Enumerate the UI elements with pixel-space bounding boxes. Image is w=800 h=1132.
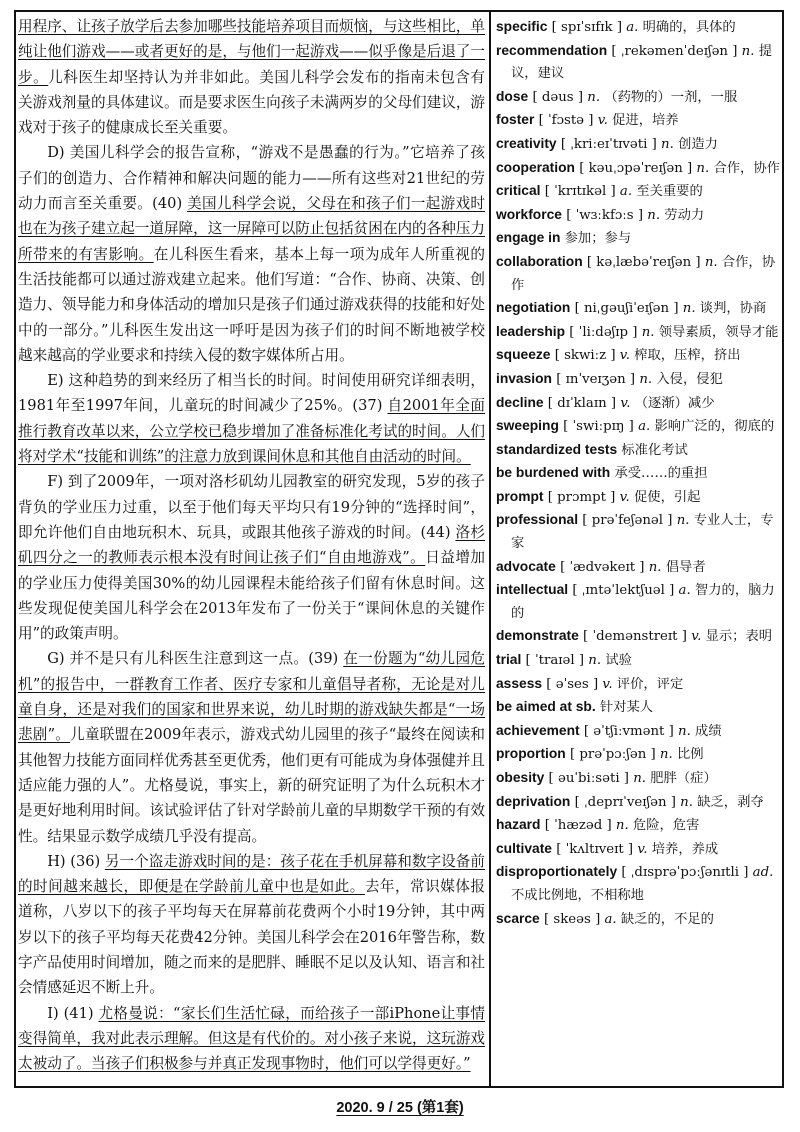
vocab-part-of-speech: v. — [691, 629, 702, 645]
vocab-entry — [496, 40, 780, 86]
vocab-phonetic: [ ˈfɔstə ] — [538, 113, 594, 129]
vocab-phonetic: [ spɪˈsɪfɪk ] — [551, 20, 623, 35]
vocab-entry — [496, 439, 780, 463]
vocab-phonetic: [ ˈkrɪtɪkəl ] — [544, 184, 616, 200]
vocab-entry — [496, 180, 780, 204]
passage-text: 儿科医生却坚持认为并非如此。美国儿科学会发布的指南未包含有关游戏剂量的具体建议。而是要求医生向孩子未满两岁的父母们建议，游戏对于孩子的健康成长至关重要。 — [18, 68, 485, 137]
vocab-part-of-speech: v. — [619, 348, 630, 364]
passage-paragraph — [18, 1001, 485, 1077]
passage-paragraph — [18, 140, 485, 368]
passage-text: I) (41) — [47, 1004, 99, 1022]
vocab-entry — [496, 392, 780, 416]
vocab-part-of-speech: n. — [615, 818, 629, 834]
vocab-definition: 劳动力 — [664, 207, 705, 223]
vocab-word: cultivate — [496, 840, 552, 856]
vocab-definition: 培养，养成 — [651, 841, 719, 857]
passage-text: H) (36) — [47, 852, 105, 870]
vocab-phonetic: [ ˈdemənstreɪt ] — [583, 629, 687, 645]
vocab-definition: 至关重要的 — [636, 184, 703, 200]
underlined-answer-sentence: 尤格曼说：“家长们生活忙碌，而给孩子一部iPhone让事情变得简单，我对此表示理解。但这是有代价的。对小孩子来说，这玩游戏太被动了。当孩子们积极参与并真正发现事物时，他们可以学得更好。” — [18, 1004, 485, 1073]
vocab-definition: 合作，协作 — [511, 254, 776, 293]
vocab-phonetic: [ kəˌlæbəˈreɪʃən ] — [586, 254, 701, 270]
vocab-definition: 针对某人 — [599, 700, 654, 716]
vocab-entry — [496, 415, 780, 439]
vocab-entry — [496, 157, 780, 181]
vocab-definition: 标准化考试 — [621, 442, 688, 458]
vocab-entry — [496, 368, 780, 392]
vocab-phonetic: [ skeəs ] — [543, 911, 601, 927]
vocab-part-of-speech: a. — [638, 419, 651, 435]
vocab-word: prompt — [496, 488, 544, 504]
vocab-word: decline — [496, 394, 544, 410]
vocab-definition: 成绩 — [695, 723, 722, 739]
vocab-definition: 专业人士，专家 — [511, 513, 774, 552]
vocab-entry — [496, 814, 780, 838]
vocab-part-of-speech: a. — [678, 583, 691, 599]
vocab-part-of-speech: a. — [604, 911, 617, 927]
vocab-part-of-speech: v. — [637, 841, 648, 857]
translation-passage — [18, 14, 485, 1086]
vocab-definition: 创造力 — [678, 136, 718, 152]
vocab-part-of-speech: n. — [661, 136, 674, 152]
vocab-definition: 影响广泛的，彻底的 — [654, 419, 775, 435]
vocab-part-of-speech: n. — [647, 207, 661, 223]
vocab-definition: 缺乏，剥夺 — [697, 794, 764, 810]
vocab-part-of-speech: v. — [602, 676, 613, 692]
vocab-word: proportion — [496, 746, 566, 762]
vocab-definition: 谈判，协商 — [699, 301, 767, 317]
vocab-part-of-speech: n. — [587, 89, 601, 105]
vocab-word: sweeping — [496, 418, 559, 434]
vocab-part-of-speech: n. — [676, 513, 690, 529]
passage-text: 儿童联盟在2009年表示，游戏式幼儿园里的孩子“最终在阅读和其他智力技能方面同样优秀甚至更优秀，他们更有可能成为身体强健并且适应能力强的人”。尤格曼说，事实上，新的研究证明了为什么玩积木才是更好地利用时间。该试验评估了针对学龄前儿童的早期数学干预的有效性。结果显示数学成绩几乎没有提高。 — [18, 726, 485, 845]
vocab-entry — [496, 344, 780, 368]
vocab-word: foster — [496, 112, 535, 128]
vocab-entry — [496, 649, 780, 673]
vocab-definition: 肥胖（症） — [650, 771, 717, 786]
vocab-entry — [496, 579, 780, 625]
passage-paragraph — [18, 849, 485, 1001]
vocab-phonetic: [ dɪˈklaɪn ] — [547, 395, 617, 411]
vocab-part-of-speech: n. — [704, 254, 718, 270]
passage-paragraph — [18, 646, 485, 848]
vocab-phonetic: [ ˈliːdəʃɪp ] — [569, 324, 638, 340]
underlined-answer-sentence: 用程序、让孩子放学后去参加哪些技能培养项目而烦恼，与这些相比，单纯让他们游戏——或者更好的是，与他们一起游戏——似乎像是后退了一步。 — [18, 18, 485, 86]
vocab-word: leadership — [496, 323, 566, 339]
vocab-part-of-speech: n. — [680, 794, 693, 810]
vocab-definition: 危险，危害 — [632, 818, 700, 834]
vocab-word: collaboration — [496, 253, 583, 269]
vocab-phonetic: [ əuˈbiːsəti ] — [548, 771, 629, 786]
vocab-definition: 领导素质，领导才能 — [658, 324, 779, 340]
vocab-entry — [496, 673, 780, 697]
vocab-word: cooperation — [496, 159, 575, 175]
vocab-word: be burdened with — [496, 465, 611, 481]
vocab-entry — [496, 486, 780, 510]
vocab-entry — [496, 556, 780, 580]
vocab-word: achievement — [496, 722, 580, 738]
vocab-entry — [496, 509, 780, 555]
vocab-entry — [496, 133, 780, 157]
vocab-word: advocate — [496, 558, 556, 574]
passage-text: 在儿科医生看来，基本上每一项为成年人所重视的生活技能都可以通过游戏建立起来。他们写道：“合作、协商、决策、创造力、领导能力和身体活动的增加只是孩子们通过游戏获得的技能和好处中的一部分。”儿科医生发出这一呼吁是因为孩子们的时间不断地被学校越来越高的学业要求和持续入侵的数字媒体所占用。 — [18, 245, 485, 364]
vocab-word: hazard — [496, 817, 541, 833]
vocab-phonetic: [ prɔmpt ] — [547, 489, 616, 505]
vocab-word: standardized tests — [496, 441, 618, 457]
vocab-definition: 合作，协作 — [713, 160, 780, 176]
vocab-entry — [496, 227, 780, 251]
vocab-word: deprivation — [496, 793, 571, 809]
vocab-part-of-speech: n. — [659, 747, 673, 763]
underlined-answer-sentence: 在一份题为“幼儿园危机”的报告中，一群教育工作者、医疗专家和儿童倡导者称，无论是对儿童自身，还是对我们的国家和世界来说，幼儿时期的游戏缺失都是“一场悲剧”。 — [18, 650, 485, 744]
vocab-word: disproportionately — [496, 864, 618, 880]
vocab-definition: 不成比例地，不相称地 — [511, 887, 644, 903]
vocab-entry — [496, 908, 780, 932]
vocab-definition: 缺乏的，不足的 — [620, 911, 714, 927]
vocab-phonetic: [ ˈkʌltɪveɪt ] — [556, 841, 634, 857]
vocab-part-of-speech: v. — [619, 489, 630, 505]
vocab-word: intellectual — [496, 582, 569, 598]
vocab-definition: 显示；表明 — [705, 629, 773, 645]
vocab-part-of-speech: n. — [639, 371, 653, 387]
vocab-phonetic: [ ˈhæzəd ] — [544, 818, 612, 834]
vocab-part-of-speech: a. — [626, 20, 639, 35]
vocab-entry — [496, 838, 780, 862]
vocab-definition: 参加；参与 — [564, 231, 632, 247]
passage-text: 日益增加的学业压力使得美国30%的幼儿园课程未能给孩子们留有休息时间。这些发现促使美国儿科学会在2013年发布了一份关于“课间休息的关键作用”的政策声明。 — [18, 549, 485, 643]
vocab-entry — [496, 767, 780, 791]
vocab-phonetic: [ skwiːz ] — [554, 348, 616, 364]
vocab-phonetic: [ əˈses ] — [546, 676, 599, 692]
vocab-phonetic: [ prəˈpɔːʃən ] — [569, 747, 656, 763]
vocab-word: assess — [496, 675, 543, 691]
vocab-phonetic: [ ˈtraɪəl ] — [525, 653, 585, 669]
vocab-word: critical — [496, 183, 541, 199]
vocab-part-of-speech: n. — [682, 301, 696, 317]
vocabulary-list — [496, 16, 780, 1086]
vocab-entry — [496, 743, 780, 767]
vocab-word: trial — [496, 652, 522, 668]
vocab-entry — [496, 696, 780, 720]
vocab-entry — [496, 861, 780, 907]
vocab-part-of-speech: n. — [648, 559, 662, 575]
passage-text: G) 并不是只有儿科医生注意到这一点。(39) — [47, 650, 344, 668]
vocab-word: squeeze — [496, 347, 551, 363]
vocab-phonetic: [ ˌdeprɪˈveɪʃən ] — [574, 794, 676, 810]
vocab-word: workforce — [496, 206, 562, 222]
vocab-definition: （药物的）一剂，一服 — [604, 89, 738, 105]
vocab-part-of-speech: ad. — [752, 865, 774, 881]
vocab-definition: 明确的，具体的 — [642, 20, 736, 35]
vocab-part-of-speech: n. — [696, 160, 710, 176]
underlined-answer-sentence: 自2001年全面推行教育改革以来，公立学校已稳步增加了准备标准化考试的时间。人们将对学术“技能和训练”的注意力放到课间休息和其他自由活动的时间。 — [18, 397, 485, 466]
vocab-phonetic: [ ˌɪntəˈlektʃuəl ] — [572, 583, 675, 599]
passage-paragraph — [18, 14, 485, 140]
vocab-phonetic: [ ˈswiːpɪŋ ] — [563, 419, 634, 435]
vocab-phonetic: [ ˌkriːeɪˈtɪvəti ] — [560, 136, 657, 152]
vocab-part-of-speech: v. — [597, 113, 608, 129]
page-footer — [0, 1096, 800, 1117]
vocab-definition: 促进，培养 — [612, 113, 679, 129]
vocab-word: dose — [496, 88, 529, 104]
passage-text: E) 这种趋势的到来经历了相当长的时间。时间使用研究详细表明，1981年至1997年间，儿童玩的时间减少了25%。(37) — [18, 372, 485, 415]
vocab-part-of-speech: a. — [619, 184, 633, 200]
vocab-word: scarce — [496, 910, 540, 926]
vocab-entry — [496, 297, 780, 321]
vocab-definition: 入侵，侵犯 — [656, 371, 723, 387]
vocab-definition: 试验 — [605, 653, 632, 669]
vocab-definition: 比例 — [676, 747, 704, 763]
vocab-entry — [496, 462, 780, 486]
vocab-part-of-speech: n. — [588, 653, 602, 669]
vocab-entry — [496, 109, 780, 133]
vocab-part-of-speech: n. — [741, 43, 755, 59]
vocab-definition: 智力的，脑力的 — [511, 583, 775, 621]
vocab-word: obesity — [496, 770, 545, 785]
vocab-definition: 倡导者 — [665, 559, 706, 575]
underlined-answer-sentence: 另一个盗走游戏时间的是：孩子花在手机屏幕和数字设备前的时间越来越长，即便是在学龄前儿童中也是如此。 — [18, 852, 485, 896]
vocab-definition: 承受……的重担 — [614, 466, 708, 482]
vocab-definition: 榨取，压榨，挤出 — [634, 348, 741, 364]
vocab-entry — [496, 321, 780, 345]
vocab-entry — [496, 16, 780, 40]
vocab-part-of-speech: n. — [641, 324, 655, 340]
vocab-word: negotiation — [496, 300, 571, 316]
vocab-word: creativity — [496, 135, 557, 151]
vocab-phonetic: [ niˌgəuʃiˈeɪʃən ] — [574, 301, 679, 317]
vocab-definition: （逐渐）减少 — [634, 395, 715, 411]
vocab-phonetic: [ dəus ] — [532, 89, 584, 105]
vocab-definition: 促使，引起 — [634, 489, 701, 505]
vocab-entry — [496, 720, 780, 744]
vocab-phonetic: [ əˈtʃiːvmənt ] — [583, 723, 674, 739]
vocab-phonetic: [ kəuˌɔpəˈreɪʃən ] — [579, 160, 693, 176]
vocab-word: specific — [496, 19, 548, 34]
underlined-answer-sentence: 洛杉矶四分之一的教师表示根本没有时间让孩子们“自由地游戏”。 — [18, 523, 485, 567]
vocab-word: invasion — [496, 370, 552, 386]
passage-text: D) 美国儿科学会的报告宣称，“游戏不是愚蠢的行为。”它培养了孩子们的创造力、合作精神和解决问题的能力——所有这些对21世纪的劳动力而言至关重要。(40) — [18, 144, 485, 213]
vocab-part-of-speech: v. — [620, 395, 631, 411]
vocab-entry — [496, 86, 780, 110]
vocab-definition: 提议，建议 — [511, 43, 772, 82]
passage-text: F) 到了2009年，一项对洛杉矶幼儿园教室的研究发现，5岁的孩子背负的学业压力过重，以至于他们每天平均只有19分钟的“选择时间”，即允许他们自由地玩积木、玩具，或跟其他孩子游戏的时间。(44) — [18, 473, 485, 541]
vocab-word: demonstrate — [496, 628, 579, 644]
vocab-phonetic: [ prəˈfeʃənəl ] — [582, 513, 673, 529]
vocab-phonetic: [ ˌdɪsprəˈpɔːʃənɪtli ] — [621, 865, 749, 881]
vocab-word: recommendation — [496, 42, 608, 58]
vocab-phonetic: [ ˈædvəkeɪt ] — [560, 559, 645, 575]
vocab-entry — [496, 791, 780, 815]
vocab-entry — [496, 204, 780, 228]
vocab-part-of-speech: n. — [633, 771, 647, 786]
vocab-part-of-speech: n. — [678, 723, 691, 739]
vocab-word: be aimed at sb. — [496, 699, 596, 715]
vocab-definition: 评价，评定 — [616, 676, 684, 692]
vocab-phonetic: [ ɪnˈveɪʒən ] — [556, 371, 636, 387]
column-divider — [489, 10, 491, 1088]
vocab-entry — [496, 251, 780, 297]
footer-date-label: 2020. 9 / 25 (第1套) — [336, 1100, 464, 1116]
vocab-phonetic: [ ˌrekəmenˈdeɪʃən ] — [611, 43, 738, 59]
passage-paragraph — [18, 469, 485, 646]
vocab-word: professional — [496, 512, 579, 528]
vocab-phonetic: [ ˈwɜːkfɔːs ] — [566, 207, 644, 223]
passage-paragraph — [18, 368, 485, 469]
vocab-word: engage in — [496, 230, 561, 246]
passage-text: 去年，常识媒体报道称，八岁以下的孩子平均每天在屏幕前花费两个小时19分钟，其中两岁以下的孩子平均每天花费42分钟。美国儿科学会在2016年警告称，数字产品使用时间增加，随之而来的是肥胖、睡眠不足以及认知、语言和社会情感延迟不断上升。 — [18, 878, 485, 997]
vocab-entry — [496, 625, 780, 649]
underlined-answer-sentence: 美国儿科学会说，父母在和孩子们一起游戏时也在为孩子建立起一道屏障，这一屏障可以防止包括贫困在内的各种压力所带来的有害影响。 — [18, 195, 485, 263]
